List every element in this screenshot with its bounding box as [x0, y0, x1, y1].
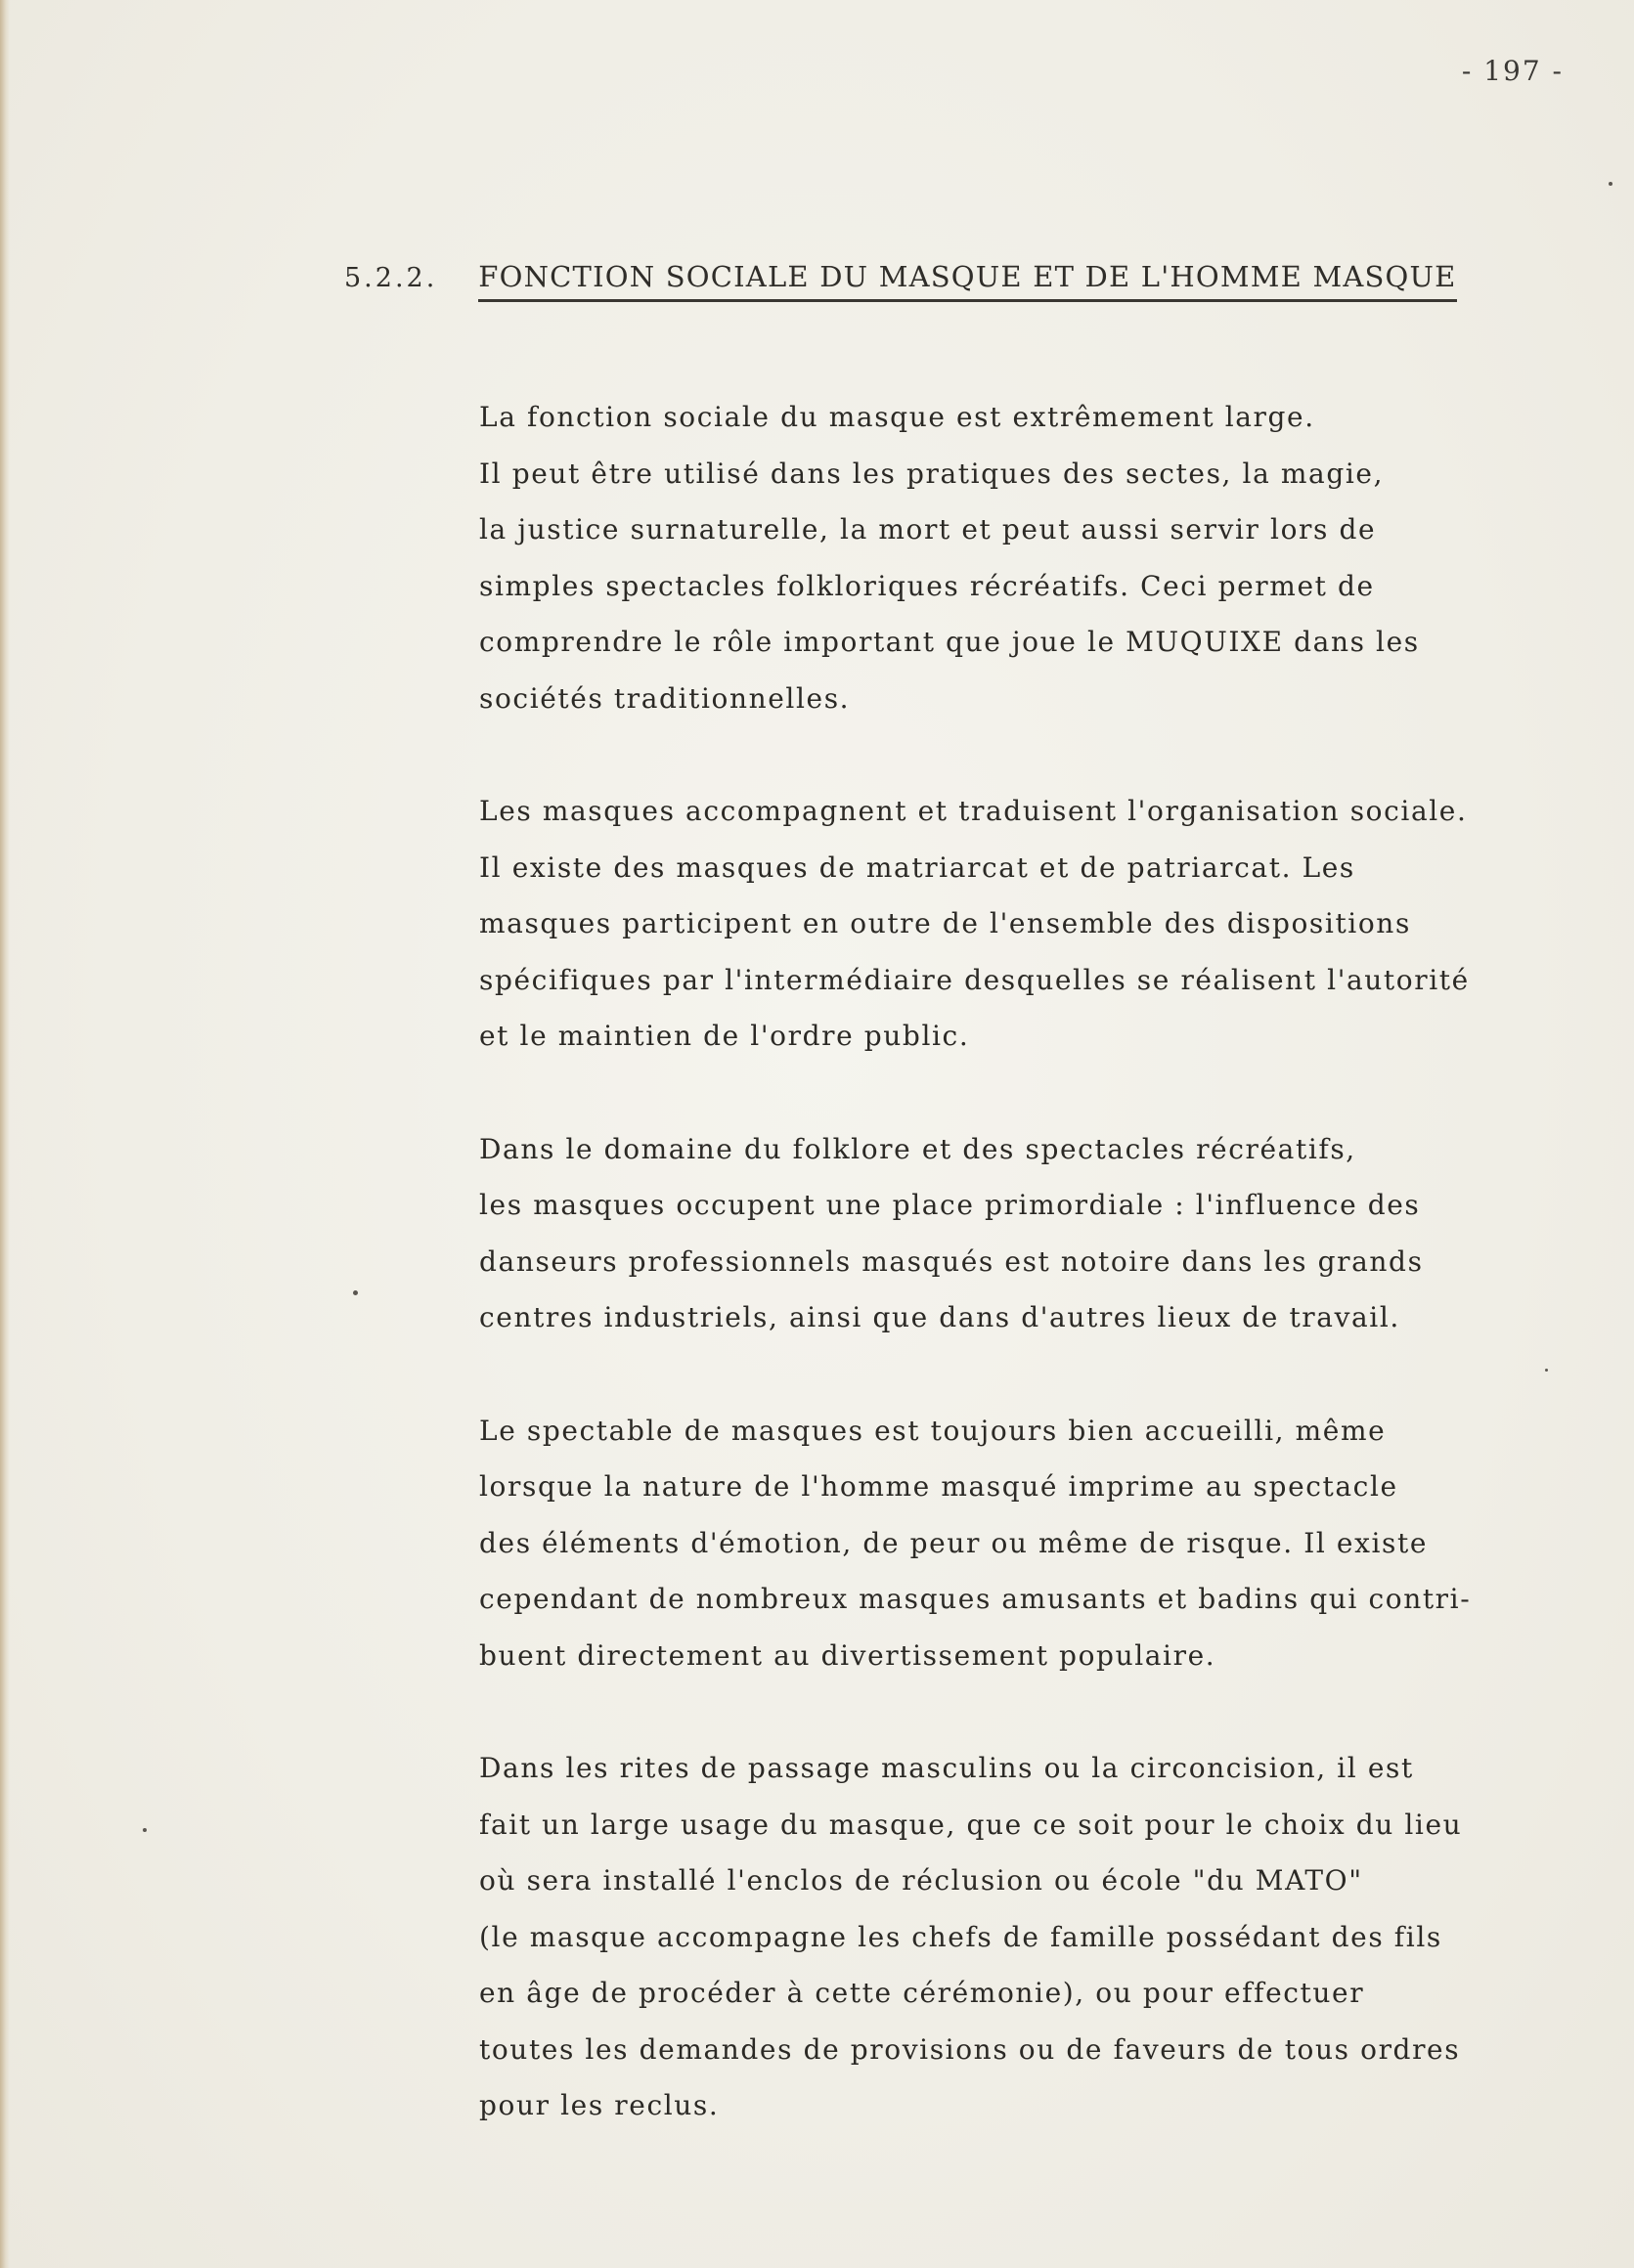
text-line: (le masque accompagne les chefs de famille possédant des fils — [479, 1920, 1442, 1953]
text-line: la justice surnaturelle, la mort et peut aussi servir lors de — [479, 513, 1377, 545]
text-line: Les masques accompagnent et traduisent l'organisation sociale. — [479, 795, 1468, 827]
text-line: La fonction sociale du masque est extrêmement large. — [479, 401, 1315, 433]
paragraph — [479, 389, 1594, 726]
text-line: spécifiques par l'intermédiaire desquelles se réalisent l'autorité — [479, 963, 1470, 996]
text-line: les masques occupent une place primordiale : l'influence des — [479, 1189, 1421, 1221]
text-line: cependant de nombreux masques amusants et badins qui contri- — [479, 1583, 1472, 1615]
ink-speck — [1545, 1369, 1548, 1372]
section-title: FONCTION SOCIALE DU MASQUE ET DE L'HOMME MASQUE — [478, 260, 1456, 302]
text-line: centres industriels, ainsi que dans d'autres lieux de travail. — [479, 1301, 1400, 1333]
text-line: lorsque la nature de l'homme masqué imprime au spectacle — [479, 1470, 1398, 1503]
paragraph — [479, 1403, 1594, 1684]
text-line: danseurs professionnels masqués est notoire dans les grands — [479, 1244, 1424, 1278]
text-line: masques participent en outre de l'ensemble des dispositions — [479, 907, 1411, 939]
ink-speck — [1609, 182, 1612, 186]
text-line: où sera installé l'enclos de réclusion ou école "du MATO" — [479, 1864, 1363, 1897]
text-line: Dans les rites de passage masculins ou la circoncision, il est — [479, 1752, 1414, 1784]
page-number: - 197 - — [1461, 55, 1564, 87]
section-heading — [344, 260, 1533, 302]
text-line: des éléments d'émotion, de peur ou même de risque. Il existe — [479, 1526, 1429, 1559]
text-line: toutes les demandes de provisions ou de faveurs de tous ordres — [479, 2032, 1461, 2066]
paragraph — [479, 783, 1594, 1065]
section-number: 5.2.2. — [344, 263, 438, 293]
paragraph — [479, 1121, 1594, 1346]
ink-speck — [143, 1828, 147, 1832]
paragraph — [479, 1740, 1594, 2134]
text-line: Il existe des masques de matriarcat et de patriarcat. Les — [479, 850, 1355, 884]
text-line: pour les reclus. — [479, 2089, 720, 2121]
body-text — [479, 389, 1594, 2191]
text-line: fait un large usage du masque, que ce soit pour le choix du lieu — [479, 1808, 1463, 1841]
text-line: comprendre le rôle important que joue le MUQUIXE dans les — [479, 626, 1420, 658]
text-line: Le spectable de masques est toujours bien accueilli, même — [479, 1414, 1387, 1447]
text-line: et le maintien de l'ordre public. — [479, 1020, 970, 1052]
text-line: buent directement au divertissement populaire. — [479, 1638, 1216, 1672]
text-line: simples spectacles folkloriques récréatifs. Ceci permet de — [479, 569, 1375, 602]
text-line: Il peut être utilisé dans les pratiques des sectes, la magie, — [479, 457, 1385, 490]
text-line: Dans le domaine du folklore et des spectacles récréatifs, — [479, 1132, 1356, 1165]
paper-edge — [0, 0, 10, 2268]
text-line: sociétés traditionnelles. — [479, 681, 851, 715]
ink-speck — [353, 1290, 358, 1295]
text-line: en âge de procéder à cette cérémonie), ou pour effectuer — [479, 1977, 1365, 2009]
